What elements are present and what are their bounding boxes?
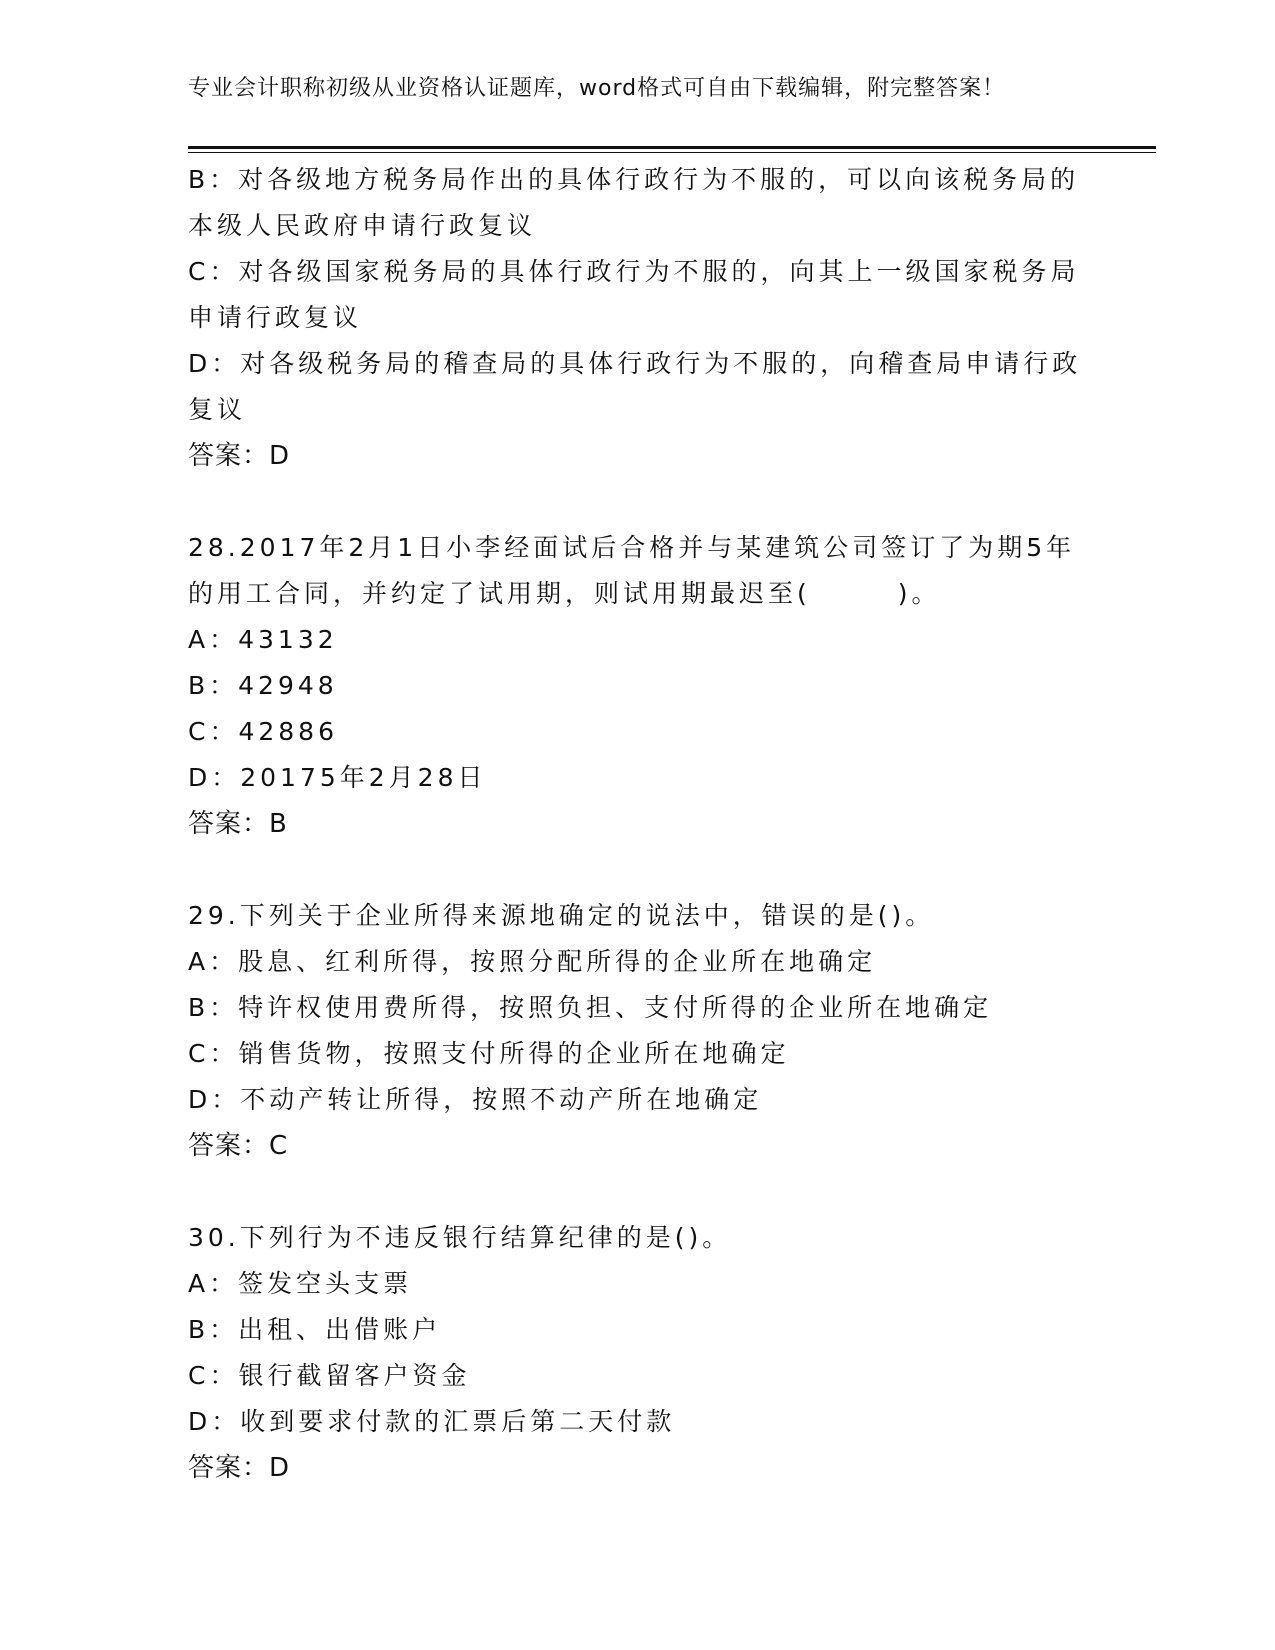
option-b-continued: 本级人民政府申请行政复议 (188, 211, 537, 240)
header-rule-thin (188, 152, 1156, 153)
option-b: B：42948 (188, 671, 338, 700)
question-stem: 29.下列关于企业所得来源地确定的说法中，错误的是()。 (188, 901, 935, 930)
option-d: D：收到要求付款的汇票后第二天付款 (188, 1407, 676, 1436)
answer: 答案：D (188, 441, 291, 471)
option-c-continued: 申请行政复议 (188, 303, 363, 332)
spacer (188, 1169, 1088, 1215)
header-rule-thick (188, 146, 1156, 149)
option-d: D：对各级税务局的稽查局的具体行政行为不服的，向稽查局申请行政 (188, 349, 1082, 378)
option-a: A：股息、红利所得，按照分配所得的企业所在地确定 (188, 947, 877, 976)
spacer (188, 479, 1088, 525)
question-stem-continued: 的用工合同，并约定了试用期，则试用期最迟至( )。 (188, 579, 941, 608)
option-c: C：销售货物，按照支付所得的企业所在地确定 (188, 1039, 790, 1068)
question-29 (188, 893, 1088, 1169)
option-c: C：对各级国家税务局的具体行政行为不服的，向其上一级国家税务局 (188, 257, 1080, 286)
answer: 答案：B (188, 809, 288, 839)
option-d: D：不动产转让所得，按照不动产所在地确定 (188, 1085, 763, 1114)
option-d-continued: 复议 (188, 395, 247, 424)
option-b: B：特许权使用费所得，按照负担、支付所得的企业所在地确定 (188, 993, 993, 1022)
option-b: B：对各级地方税务局作出的具体行政行为不服的，可以向该税务局的 (188, 165, 1080, 194)
answer: 答案：D (188, 1453, 291, 1483)
option-a: A：43132 (188, 625, 338, 654)
question-stem: 30.下列行为不违反银行结算纪律的是()。 (188, 1223, 732, 1252)
option-c: C：银行截留客户资金 (188, 1361, 471, 1390)
option-d: D：20175年2月28日 (188, 763, 487, 792)
question-content (188, 157, 1088, 1491)
option-a: A：签发空头支票 (188, 1269, 413, 1298)
question-stem: 28.2017年2月1日小李经面试后合格并与某建筑公司签订了为期5年 (188, 533, 1076, 562)
question-28 (188, 525, 1088, 847)
option-c: C：42886 (188, 717, 338, 746)
document-header: 专业会计职称初级从业资格认证题库，word格式可自由下载编辑，附完整答案！ (188, 76, 1006, 101)
prev-question (188, 157, 1088, 479)
spacer (188, 847, 1088, 893)
option-b: B：出租、出借账户 (188, 1315, 442, 1344)
question-30 (188, 1215, 1088, 1491)
answer: 答案：C (188, 1131, 289, 1161)
